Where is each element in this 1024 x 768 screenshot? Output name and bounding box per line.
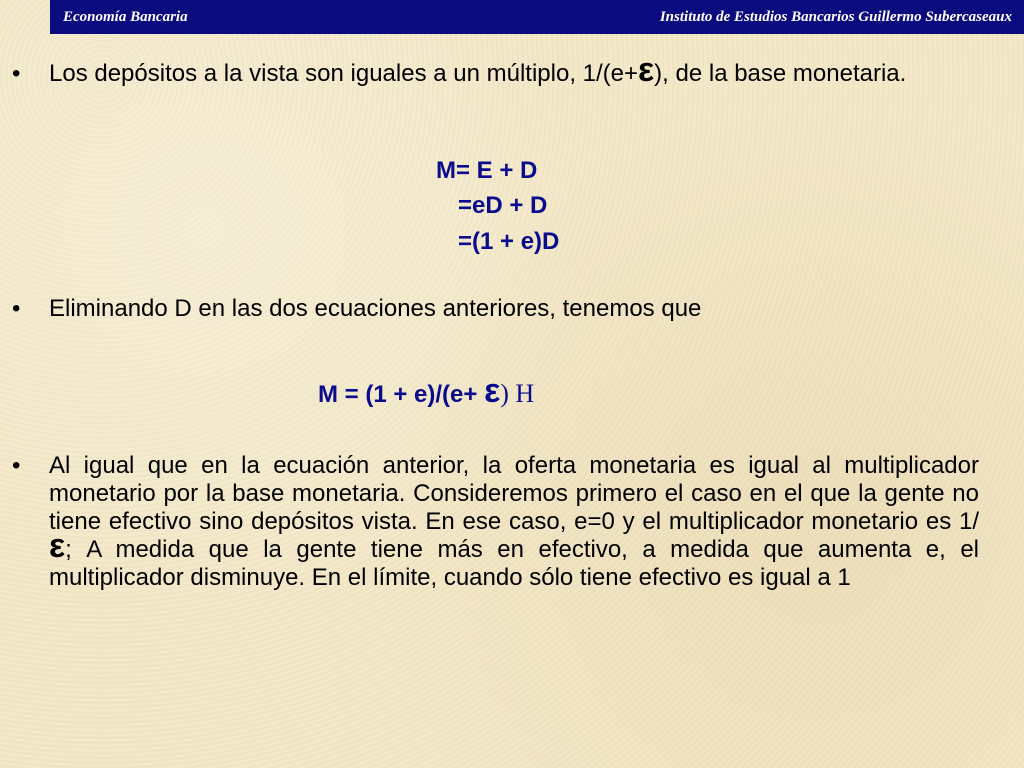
epsilon-symbol: ε <box>638 51 655 89</box>
bullet-marker: • <box>12 452 21 479</box>
bullet-paragraph-3 <box>49 452 979 592</box>
bullet-paragraph-2: Eliminando D en las dos ecuaciones anteriores, tenemos que <box>49 295 702 322</box>
equation-line-1: M= E + D <box>436 157 538 184</box>
bullet-1-text-start: Los depósitos a la vista son iguales a un múltiplo, 1/(e+ <box>49 60 639 87</box>
header-left-title: Economía Bancaria <box>63 9 188 25</box>
result-equation-end: ) H <box>500 379 535 408</box>
header-bar <box>50 0 1024 34</box>
bullet-marker: • <box>12 295 21 322</box>
result-equation-start: M = (1 + e)/(e+ <box>318 381 485 408</box>
bullet-1-text-end: ), de la base monetaria. <box>654 60 907 87</box>
equation-line-2: =eD + D <box>458 192 548 219</box>
epsilon-symbol: ε <box>484 372 501 410</box>
bullet-3-text-end: ; A medida que la gente tiene más en efectivo, a medida que aumenta e, el multiplicador disminuye. En el límite, cuando sólo tiene efectivo es igual a 1 <box>49 536 979 591</box>
epsilon-symbol: ε <box>49 527 66 565</box>
bullet-3-text-start: Al igual que en la ecuación anterior, la oferta monetaria es igual al multiplicador monetario por la base monetaria. Consideremos primero el caso en el que la gente no tiene efectivo sino depósitos vista. En ese caso, e=0 y el multiplicador monetario es 1/ <box>49 452 979 535</box>
bullet-paragraph-1 <box>49 51 979 89</box>
header-right-title: Instituto de Estudios Bancarios Guillermo Subercaseaux <box>659 9 1012 25</box>
result-equation <box>318 372 535 410</box>
equation-line-3: =(1 + e)D <box>458 228 560 255</box>
bullet-marker: • <box>12 60 21 87</box>
